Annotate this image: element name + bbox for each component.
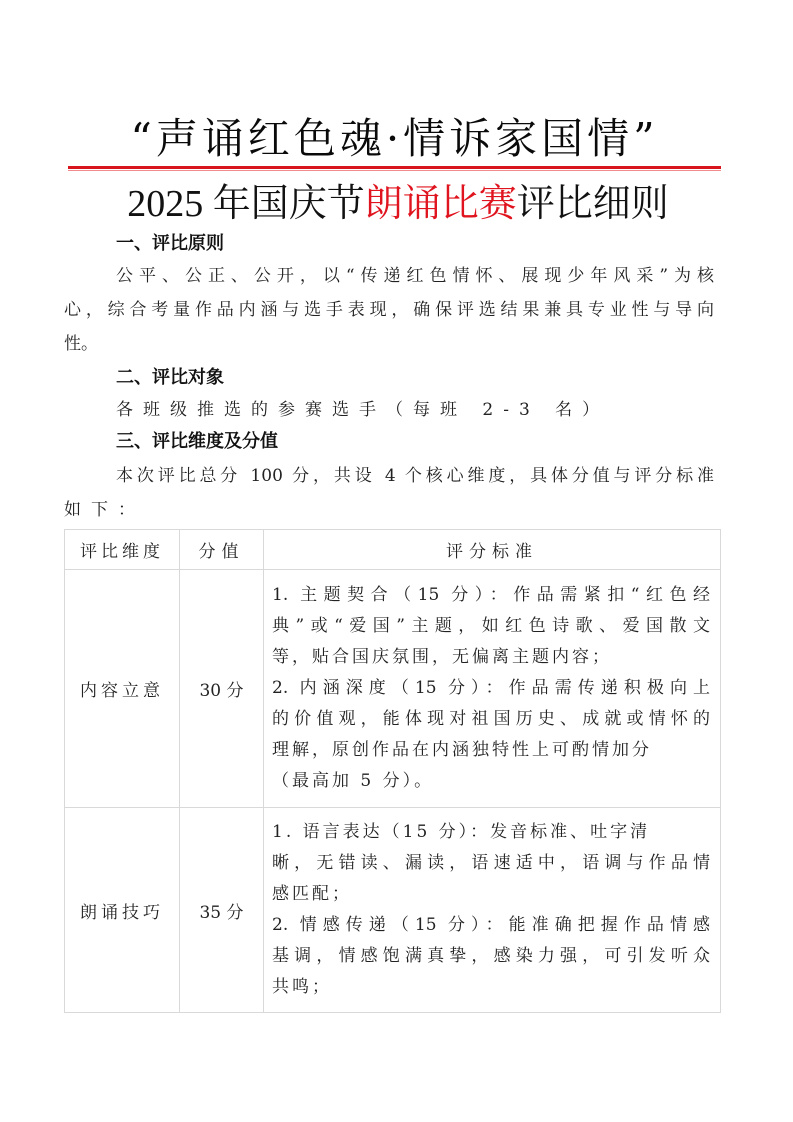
- criteria-line: 感匹配；: [272, 883, 352, 904]
- section-heading-targets: 二、评比对象: [116, 367, 224, 388]
- criteria-line: 典”或“爱国”主题，如红色诗歌、爱国散文: [272, 615, 710, 636]
- header-dimension: 评比维度: [65, 530, 180, 570]
- criteria-line: 2. 情感传递（15 分）：能准确把握作品情感: [272, 914, 710, 935]
- criteria-line: 1. 主题契合（15 分）：作品需紧扣“红色经: [272, 584, 710, 605]
- document-subtitle: [68, 181, 728, 227]
- document-title: “声诵红色魂·情诉家国情”: [130, 114, 659, 163]
- subtitle-suffix: 评比细则: [516, 183, 669, 225]
- criteria-line: 理解，原创作品在内涵独特性上可酌情加分: [272, 739, 652, 760]
- paragraph-line: 心，综合考量作品内涵与选手表现，确保评选结果兼具专业性与导向: [64, 300, 714, 320]
- criteria-line: 1. 语言表达（15 分）：发音标准、吐字清: [272, 821, 651, 842]
- criteria-cell: [264, 570, 721, 808]
- criteria-line: 基调，情感饱满真挚，感染力强，可引发听众: [272, 945, 710, 966]
- table-row: [65, 570, 721, 808]
- subtitle-prefix: 2025 年国庆节: [127, 183, 365, 225]
- criteria-line: （最高加 5 分）。: [272, 770, 435, 791]
- header-criteria: 评分标准: [264, 530, 721, 570]
- criteria-line: 等，贴合国庆氛围，无偏离主题内容；: [272, 646, 612, 667]
- scoring-table: [64, 529, 721, 1013]
- section-heading-dimensions: 三、评比维度及分值: [116, 431, 278, 452]
- section-heading-principles: 一、评比原则: [116, 233, 224, 254]
- title-rule-thick: [68, 166, 721, 169]
- paragraph-line: 如下：: [64, 500, 145, 520]
- title-rule-thin: [68, 170, 721, 171]
- criteria-line: 的价值观，能体现对祖国历史、成就或情怀的: [272, 708, 710, 729]
- paragraph-line: 公平、公正、公开，以“传递红色情怀、展现少年风采”为核: [116, 266, 714, 286]
- paragraph-line: 本次评比总分 100 分，共设 4 个核心维度，具体分值与评分标准: [116, 466, 714, 486]
- criteria-line: 共鸣；: [272, 976, 332, 997]
- table-row: [65, 808, 721, 1013]
- criteria-line: 晰，无错读、漏读，语速适中，语调与作品情: [272, 852, 710, 873]
- paragraph-line: 性。: [64, 334, 98, 354]
- score-cell: 35 分: [180, 808, 264, 1013]
- paragraph-line: 各班级推选的参赛选手（每班 2-3 名）: [116, 400, 610, 420]
- criteria-cell: [264, 808, 721, 1013]
- subtitle-highlight: 朗诵比赛: [364, 183, 517, 225]
- dimension-cell: 朗诵技巧: [65, 808, 180, 1013]
- table-header-row: [65, 530, 721, 570]
- score-cell: 30 分: [180, 570, 264, 808]
- criteria-line: 2. 内涵深度（15 分）：作品需传递积极向上: [272, 677, 710, 698]
- dimension-cell: 内容立意: [65, 570, 180, 808]
- header-score: 分值: [180, 530, 264, 570]
